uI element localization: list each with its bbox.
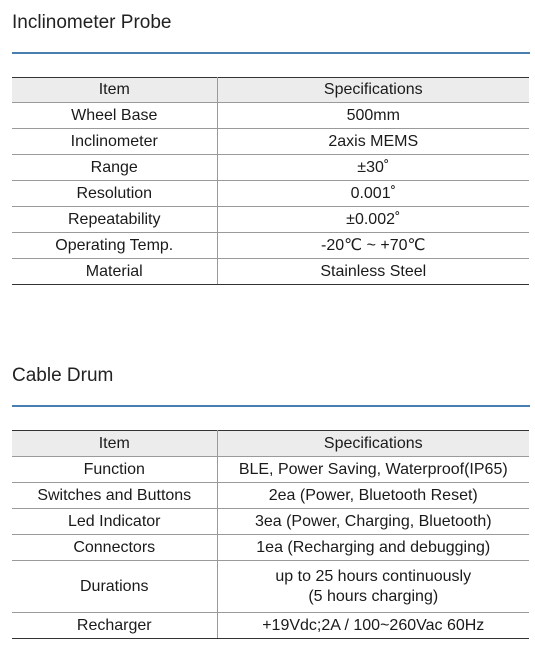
header-specifications: Specifications (217, 78, 529, 103)
inclinometer-title-rule (12, 52, 530, 54)
header-specifications: Specifications (217, 431, 529, 457)
row-spec: 2ea (Power, Bluetooth Reset) (217, 483, 529, 509)
table-row (12, 233, 529, 259)
table-row (12, 509, 529, 535)
row-spec: 2axis MEMS (217, 129, 529, 155)
row-item: Function (12, 457, 217, 483)
row-spec: 1ea (Recharging and debugging) (217, 535, 529, 561)
row-spec: BLE, Power Saving, Waterproof(IP65) (217, 457, 529, 483)
row-item: Repeatability (12, 207, 217, 233)
row-spec: 0.001˚ (217, 181, 529, 207)
table-row (12, 155, 529, 181)
table-row (12, 129, 529, 155)
table-row (12, 259, 529, 285)
row-item: Material (12, 259, 217, 285)
row-spec: +19Vdc;2A / 100~260Vac 60Hz (217, 613, 529, 639)
cable-drum-section-title: Cable Drum (12, 365, 114, 386)
row-spec: Stainless Steel (217, 259, 529, 285)
row-spec: ±0.002˚ (217, 207, 529, 233)
row-spec: -20℃ ~ +70℃ (217, 233, 529, 259)
header-item: Item (12, 78, 217, 103)
table-header-row (12, 78, 529, 103)
cable-drum-title-rule (12, 405, 530, 407)
row-item: Wheel Base (12, 103, 217, 129)
row-item: Range (12, 155, 217, 181)
table-row (12, 613, 529, 639)
table-row (12, 181, 529, 207)
header-item: Item (12, 431, 217, 457)
row-spec (217, 561, 529, 613)
table-header-row (12, 431, 529, 457)
inclinometer-spec-table (12, 77, 529, 285)
row-spec: 3ea (Power, Charging, Bluetooth) (217, 509, 529, 535)
row-item: Resolution (12, 181, 217, 207)
table-row (12, 457, 529, 483)
row-item: Recharger (12, 613, 217, 639)
row-item: Led Indicator (12, 509, 217, 535)
table-row (12, 561, 529, 613)
cable-drum-spec-table (12, 430, 529, 639)
row-item: Connectors (12, 535, 217, 561)
table-row (12, 483, 529, 509)
row-spec-line-1: up to 25 hours continuously (275, 567, 472, 585)
row-item: Operating Temp. (12, 233, 217, 259)
row-spec: ±30˚ (217, 155, 529, 181)
table-row (12, 103, 529, 129)
row-spec-line-2: (5 hours charging) (308, 587, 439, 605)
inclinometer-section-title: Inclinometer Probe (12, 12, 172, 33)
table-row (12, 207, 529, 233)
row-item: Durations (12, 561, 217, 613)
row-spec: 500mm (217, 103, 529, 129)
row-item: Switches and Buttons (12, 483, 217, 509)
row-item: Inclinometer (12, 129, 217, 155)
table-row (12, 535, 529, 561)
